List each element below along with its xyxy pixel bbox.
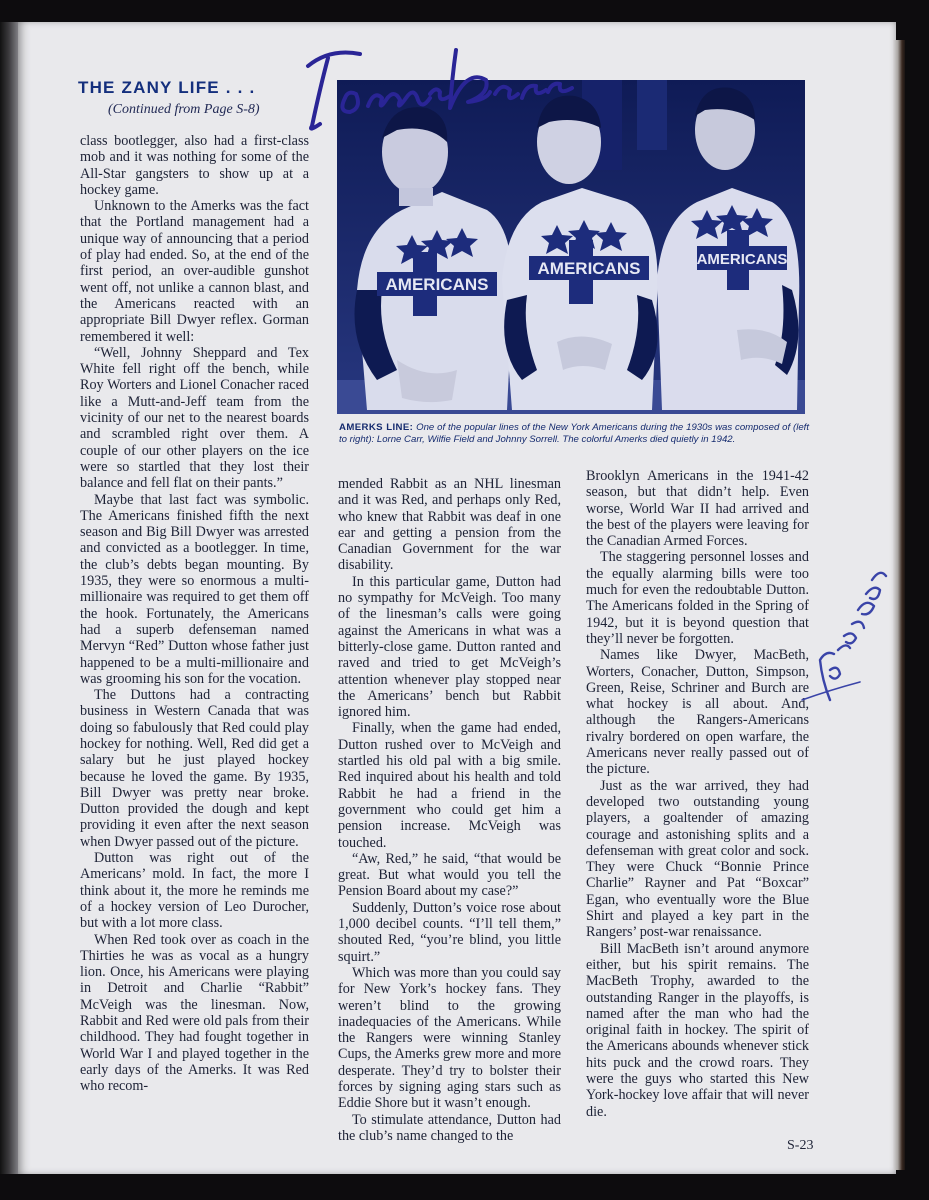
paragraph: “Aw, Red,” he said, “that would be great. But what would you tell the Pension Board about my case?” <box>338 850 561 900</box>
text-column-3 <box>586 468 809 1120</box>
continued-note: (Continued from Page S-8) <box>108 102 260 117</box>
page-number: S-23 <box>787 1138 814 1153</box>
paragraph: “Well, Johnny Sheppard and Tex White fell right off the bench, while Roy Worters and Lionel Conacher raced like a Mutt-and-Jeff team from the vicinity of our net to the nearest boards and scrambled right over them. A couple of our other players on the ice were so startled that they lost their balance and fell flat on their pants.” <box>80 344 309 492</box>
paragraph: Which was more than you could say for New York’s hockey fans. They weren’t blind to the growing inadequacies of the Americans. While the Rangers were winning Stanley Cups, the Amerks grew more and more desperate. They’d try to bolster their forces by signing aging stars such as Eddie Shore but it wasn’t enough. <box>338 964 561 1112</box>
paragraph: Bill MacBeth isn’t around anymore either, but his spirit remains. The MacBeth Trophy, awarded to the outstanding Ranger in the playoffs, is named after the man who had the original faith in hockey. The spirit of the Americans abounds whenever stick hits puck and the crowd roars. They were the guys who started this New York-hockey love affair that will never die. <box>586 940 809 1120</box>
jersey-text: AMERICANS <box>385 275 489 294</box>
text-column-1 <box>80 133 309 1095</box>
paragraph: mended Rabbit as an NHL linesman and it was Red, and perhaps only Red, who knew that Rabbit was deaf in one ear and getting a pension from the Canadian Government for the war disability. <box>338 476 561 574</box>
paragraph: Finally, when the game had ended, Dutton rushed over to McVeigh and startled his old pal with a big smile. Red inquired about his health and told Rabbit he had a friend in the government who could get him a pension increase. McVeigh was touched. <box>338 720 561 851</box>
caption-lead: AMERKS LINE: <box>339 422 414 433</box>
paragraph: Just as the war arrived, they had developed two outstanding young players, a goaltender of amazing courage and astonishing splits and a defenseman with great color and sock. They were Chuck “Bonnie Prince Charlie” Rayner and Pat “Boxcar” Egan, who eventually wore the Blue Shirt and played a key part in the Rangers’ post-war renaissance. <box>586 777 809 941</box>
paragraph: To stimulate attendance, Dutton had the club’s name changed to the <box>338 1111 561 1144</box>
caption-text: One of the popular lines of the New York Americans during the 1930s was composed of (left to right): Lorne Carr, Wilfie Field and Johnny Sorrell. The colorful Amerks died quietly in 1942. <box>339 422 809 446</box>
paragraph: When Red took over as coach in the Thirties he was as vocal as a hungry lion. Once, his Americans were playing in Detroit and Charlie “Rabbit” McVeigh was the linesman. Now, Rabbit and Red were old pals from their childhood. They had fought together in World War I and played together in the early days of the Amerks. It was Red who recom- <box>80 931 309 1095</box>
paragraph: The Duttons had a contracting business in Western Canada that was doing so fabulously that Red could play hockey for nothing. Well, Red did get a salary but he just played hockey because he loved the game. By 1935, Bill Dwyer was pretty near broke. Dutton provided the dough and kept providing it even after the next season when Dwyer passed out of the picture. <box>80 687 309 850</box>
paragraph: Suddenly, Dutton’s voice rose about 1,000 decibel counts. “I’ll tell them,” shouted Red, “you’re blind, you little squirt.” <box>338 899 561 965</box>
paragraph: class bootlegger, also had a first-class mob and it was nothing for some of the All-Star gangsters to show up at a hockey game. <box>80 133 309 198</box>
article-title: THE ZANY LIFE . . . <box>78 78 256 97</box>
text-column-2 <box>338 476 561 1144</box>
paragraph: Names like Dwyer, MacBeth, Worters, Conacher, Dutton, Simpson, Green, Reise, Schriner and Burch are what hockey is all about. And, although the Rangers-Americans rivalry bordered on open warfare, the Americans never really passed out of the picture. <box>586 647 809 778</box>
photo-caption <box>339 422 809 446</box>
autograph-signature-top <box>290 28 580 138</box>
jersey-text: AMERICANS <box>696 251 788 268</box>
paragraph: Dutton was right out of the Americans’ mold. In fact, the more I think about it, the more he reminds me of a hockey version of Leo Durocher, but with a lot more class. <box>80 850 309 932</box>
paragraph: Maybe that last fact was symbolic. The Americans finished fifth the next season and Big Bill Dwyer was arrested and convicted as a bootlegger. In time, the club’s debts began mounting. By 1935, they were so enormous a multi-millionaire was required to get them off the hook. Fortunately, the Americans had a superb defenseman named Mervyn “Red” Dutton whose father just happened to be a multi-millionaire and was grooming his son for the vocation. <box>80 491 309 687</box>
paragraph: Unknown to the Amerks was the fact that the Portland management had a unique way of announcing that a period of play had ended. So, at the end of the first period, an over-audible gunshot went off, not unlike a cannon blast, and the Americans reacted with an appropriate Bill Dwyer reflex. Gorman remembered it well: <box>80 198 309 345</box>
jersey-text: AMERICANS <box>537 259 641 278</box>
autograph-signature-side <box>800 550 895 720</box>
paragraph: Brooklyn Americans in the 1941-42 season, but that didn’t help. Even worse, World War II had arrived and the best of the players were leaving for the Canadian Armed Forces. <box>586 468 809 550</box>
paragraph: In this particular game, Dutton had no sympathy for McVeigh. Too many of the linesman’s calls were going against the Americans in what was a bitterly-close game. Dutton ranted and raved and tried to get McVeigh’s attention whenever play stopped near the Americans’ bench but Rabbit ignored him. <box>338 573 561 721</box>
paragraph: The staggering personnel losses and the equally alarming bills were too much for even the redoubtable Dutton. The Americans folded in the Spring of 1942, but it is beyond question that they’ll never be forgotten. <box>586 549 809 647</box>
